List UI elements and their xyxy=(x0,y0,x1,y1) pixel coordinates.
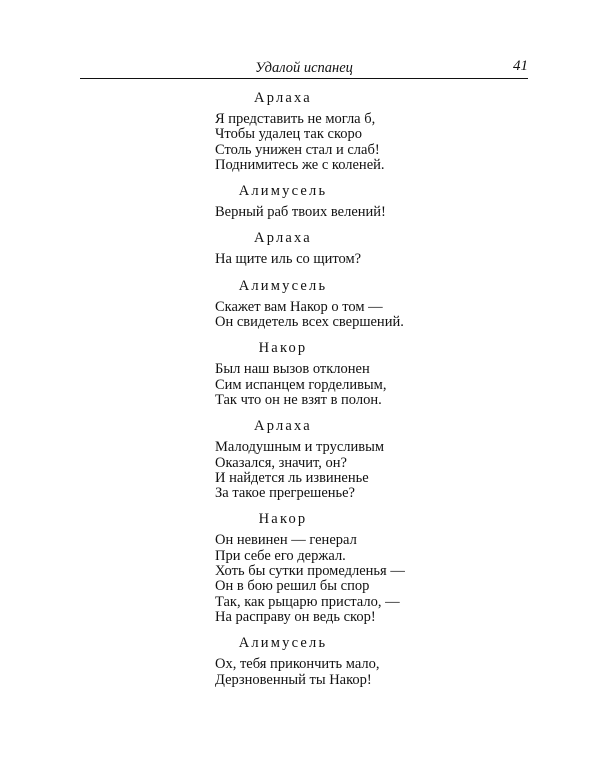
verse-line: При себе его держал. xyxy=(215,547,346,564)
verse-line: Сим испанцем горделивым, xyxy=(215,376,387,393)
speaker-name: Алимусель xyxy=(238,183,328,200)
speech-block xyxy=(215,510,545,625)
speech-block xyxy=(215,182,545,220)
verse-line: Скажет вам Накор о том — xyxy=(215,298,383,315)
verse-line: На расправу он ведь скор! xyxy=(215,608,376,625)
speech-block xyxy=(215,634,545,688)
verse-line: Он в бою решил бы спор xyxy=(215,578,370,595)
verse-line: Ох, тебя прикончить мало, xyxy=(215,656,380,673)
verse-line: Столь унижен стал и слаб! xyxy=(215,141,380,158)
verse-line: Я представить не могла б, xyxy=(215,111,376,127)
speaker-name: Накор xyxy=(258,511,308,528)
verse-line: Верный раб твоих велений! xyxy=(215,204,386,221)
speech-block xyxy=(215,89,545,173)
speech-block xyxy=(215,229,545,267)
verse-line: Он невинен — генерал xyxy=(215,532,357,549)
verse-line: Малодушным и трусливым xyxy=(215,439,385,456)
running-title: Удалой испанец xyxy=(255,60,353,76)
speech-block xyxy=(215,417,545,501)
page-number: 41 xyxy=(513,58,528,74)
verse-line: Он свидетель всех свершений. xyxy=(215,314,404,331)
verse-line: На щите иль со щитом? xyxy=(215,251,362,268)
verse-line: И найдется ль извиненье xyxy=(215,469,369,486)
verse-line: За такое прегрешенье? xyxy=(215,485,355,502)
speaker-name: Арлаха xyxy=(254,230,312,247)
speech-block xyxy=(215,277,545,331)
speaker-name: Накор xyxy=(258,340,308,357)
verse-line: Дерзновенный ты Накор! xyxy=(215,671,372,688)
verse-line: Поднимитесь же с коленей. xyxy=(215,156,385,173)
speaker-name: Алимусель xyxy=(238,277,328,294)
verse-line: Оказался, значит, он? xyxy=(215,454,347,471)
verse-line: Так что он не взят в полон. xyxy=(215,391,382,408)
play-text xyxy=(215,89,545,697)
verse-line: Был наш вызов отклонен xyxy=(215,361,370,378)
speaker-name: Алимусель xyxy=(238,635,328,652)
speaker-name: Арлаха xyxy=(254,418,312,435)
running-header xyxy=(80,52,528,79)
speaker-name: Арлаха xyxy=(254,90,312,106)
speech-block xyxy=(215,339,545,408)
verse-line: Так, как рыцарю пристало, — xyxy=(215,593,400,610)
verse-line: Чтобы удалец так скоро xyxy=(215,126,363,143)
verse-line: Хоть бы сутки промедленья — xyxy=(215,563,405,580)
